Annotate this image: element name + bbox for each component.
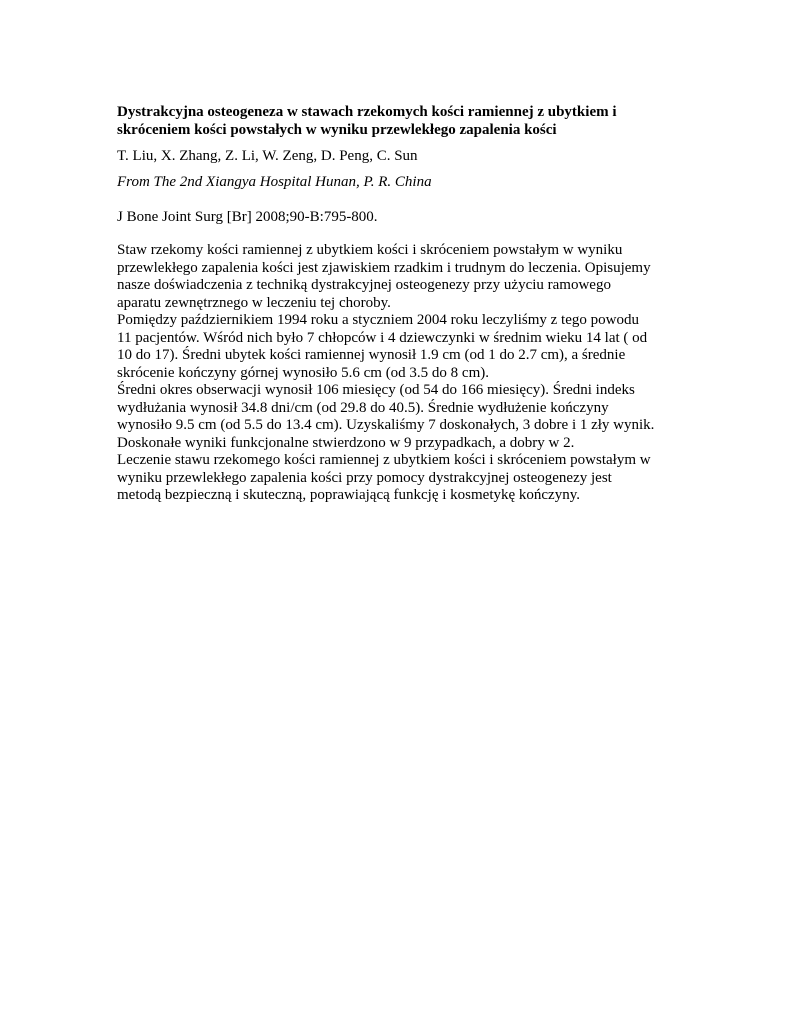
article — [117, 103, 687, 505]
abstract-line: skrócenie kończyny górnej wynosiło 5.6 cm (od 3.5 do 8 cm). — [117, 364, 490, 381]
abstract-line: metodą bezpieczną i skuteczną, poprawiającą funkcję i kosmetykę kończyny. — [117, 487, 580, 503]
abstract-line: nasze doświadczenia z techniką dystrakcyjnej osteogenezy przy użyciu ramowego — [117, 277, 611, 293]
abstract-line: aparatu zewnętrznego w leczeniu tej choroby. — [117, 294, 391, 311]
author-list: T. Liu, X. Zhang, Z. Li, W. Zeng, D. Peng, C. Sun — [117, 148, 418, 164]
abstract-line: Doskonałe wyniki funkcjonalne stwierdzono w 9 przypadkach, a dobry w 2. — [117, 434, 575, 451]
abstract-line: Staw rzekomy kości ramiennej z ubytkiem kości i skróceniem powstałym w wyniku — [117, 242, 623, 258]
affiliation: From The 2nd Xiangya Hospital Hunan, P. R. China — [117, 174, 432, 190]
abstract-line: przewlekłego zapalenia kości jest zjawiskiem rzadkim i trudnym do leczenia. Opisujemy — [117, 259, 651, 276]
abstract-line: wydłużania wynosił 34.8 dni/cm (od 29.8 do 40.5). Średnie wydłużenie kończyny — [117, 399, 609, 416]
title-line: skróceniem kości powstałych w wyniku przewlekłego zapalenia kości — [117, 122, 557, 138]
abstract-line: Leczenie stawu rzekomego kości ramiennej z ubytkiem kości i skróceniem powstałym w — [117, 452, 651, 468]
abstract-line: Pomiędzy październikiem 1994 roku a styczniem 2004 roku leczyliśmy z tego powodu — [117, 312, 639, 328]
abstract-line: 10 do 17). Średni ubytek kości ramiennej wynosił 1.9 cm (od 1 do 2.7 cm), a średnie — [117, 347, 626, 363]
abstract-line: wynosiło 9.5 cm (od 5.5 do 13.4 cm). Uzyskaliśmy 7 doskonałych, 3 dobre i 1 zły wynik. — [117, 417, 655, 433]
journal-citation: J Bone Joint Surg [Br] 2008;90-B:795-800. — [117, 209, 378, 225]
article-title — [117, 103, 687, 139]
abstract — [117, 242, 687, 505]
title-line: Dystrakcyjna osteogeneza w stawach rzekomych kości ramiennej z ubytkiem i — [117, 104, 617, 120]
abstract-line: wyniku przewlekłego zapalenia kości przy pomocy dystrakcyjnej osteogenezy jest — [117, 469, 612, 486]
abstract-line: 11 pacjentów. Wśród nich było 7 chłopców i 4 dziewczynki w średnim wieku 14 lat ( od — [117, 329, 648, 346]
abstract-line: Średni okres obserwacji wynosił 106 miesięcy (od 54 do 166 miesięcy). Średni indeks — [117, 382, 635, 398]
